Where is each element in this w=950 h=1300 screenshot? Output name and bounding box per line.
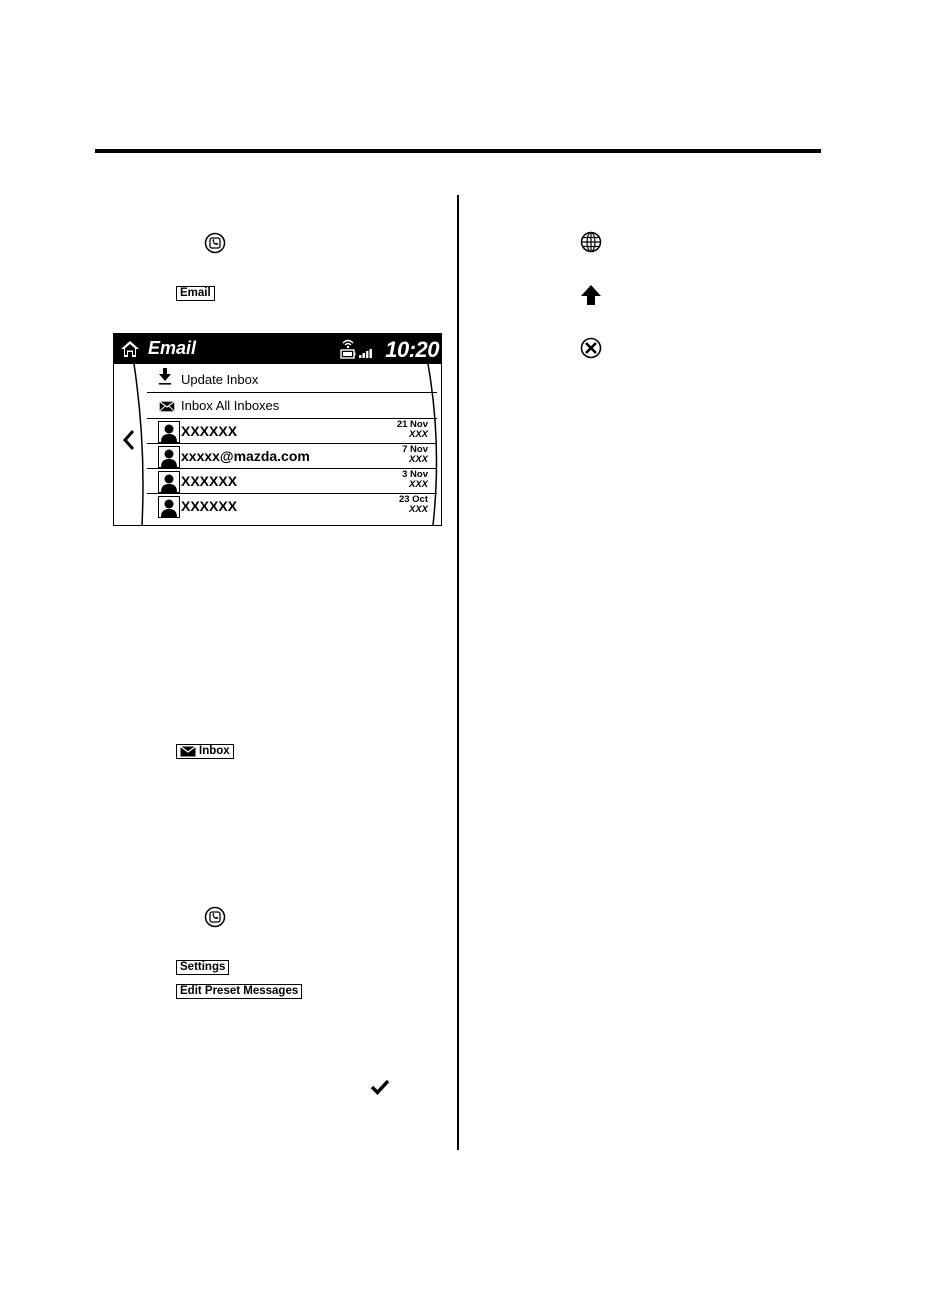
- date-sub: XXX: [408, 454, 428, 465]
- date-text: 3 Nov: [402, 469, 428, 480]
- inbox-all-row[interactable]: [147, 393, 437, 419]
- screen-header: [114, 334, 441, 364]
- person-icon: [158, 496, 180, 518]
- sender-name: XXXXXX: [181, 423, 238, 439]
- envelope-icon: [159, 401, 175, 412]
- settings-button-label: Settings: [180, 961, 226, 973]
- email-screen: [113, 333, 442, 526]
- settings-button[interactable]: [176, 960, 229, 975]
- checkmark-icon: [370, 1078, 390, 1096]
- screen-title: Email: [148, 338, 197, 358]
- date-text: 7 Nov: [402, 444, 428, 455]
- update-inbox-label: Update Inbox: [181, 372, 259, 387]
- message-date: [397, 420, 428, 440]
- message-date: [402, 445, 428, 465]
- sender-name: XXXXXX: [181, 473, 238, 489]
- date-sub: XXX: [408, 429, 428, 440]
- inbox-button-label: Inbox: [199, 745, 230, 757]
- date-sub: XXX: [408, 479, 428, 490]
- sender-name: XXXXXX: [181, 498, 238, 514]
- top-rule: [95, 149, 821, 153]
- person-icon: [158, 421, 180, 443]
- message-date: [402, 470, 428, 490]
- message-row[interactable]: [147, 494, 437, 522]
- phone-icon: [204, 906, 226, 928]
- column-divider: [457, 195, 459, 1150]
- clock-time: 10:20: [385, 337, 439, 362]
- back-chevron-icon[interactable]: [122, 429, 136, 451]
- globe-icon: [580, 231, 602, 253]
- sender-name: xxxxx@mazda.com: [181, 448, 310, 464]
- phone-icon: [204, 232, 226, 254]
- close-circle-icon: [580, 337, 602, 359]
- person-icon: [158, 446, 180, 468]
- home-icon[interactable]: [120, 340, 140, 358]
- inbox-button[interactable]: [176, 744, 234, 759]
- message-row[interactable]: [147, 444, 437, 469]
- message-row[interactable]: [147, 469, 437, 494]
- date-sub: XXX: [408, 504, 428, 515]
- person-icon: [158, 471, 180, 493]
- wifi-battery-signal-icon: [339, 337, 377, 361]
- date-text: 23 Oct: [398, 494, 428, 505]
- edit-preset-messages-label: Edit Preset Messages: [180, 985, 299, 997]
- up-arrow-icon: [580, 284, 602, 306]
- inbox-all-label: Inbox All Inboxes: [181, 398, 280, 413]
- envelope-icon: [180, 746, 196, 757]
- download-arrow-icon: [158, 368, 172, 386]
- edit-preset-messages-button[interactable]: [176, 984, 302, 999]
- message-date: [399, 495, 428, 515]
- update-inbox-row[interactable]: [147, 364, 437, 393]
- date-text: 21 Nov: [396, 419, 428, 430]
- email-button-label: Email: [180, 287, 211, 299]
- email-button[interactable]: [176, 286, 215, 301]
- message-row[interactable]: [147, 419, 437, 444]
